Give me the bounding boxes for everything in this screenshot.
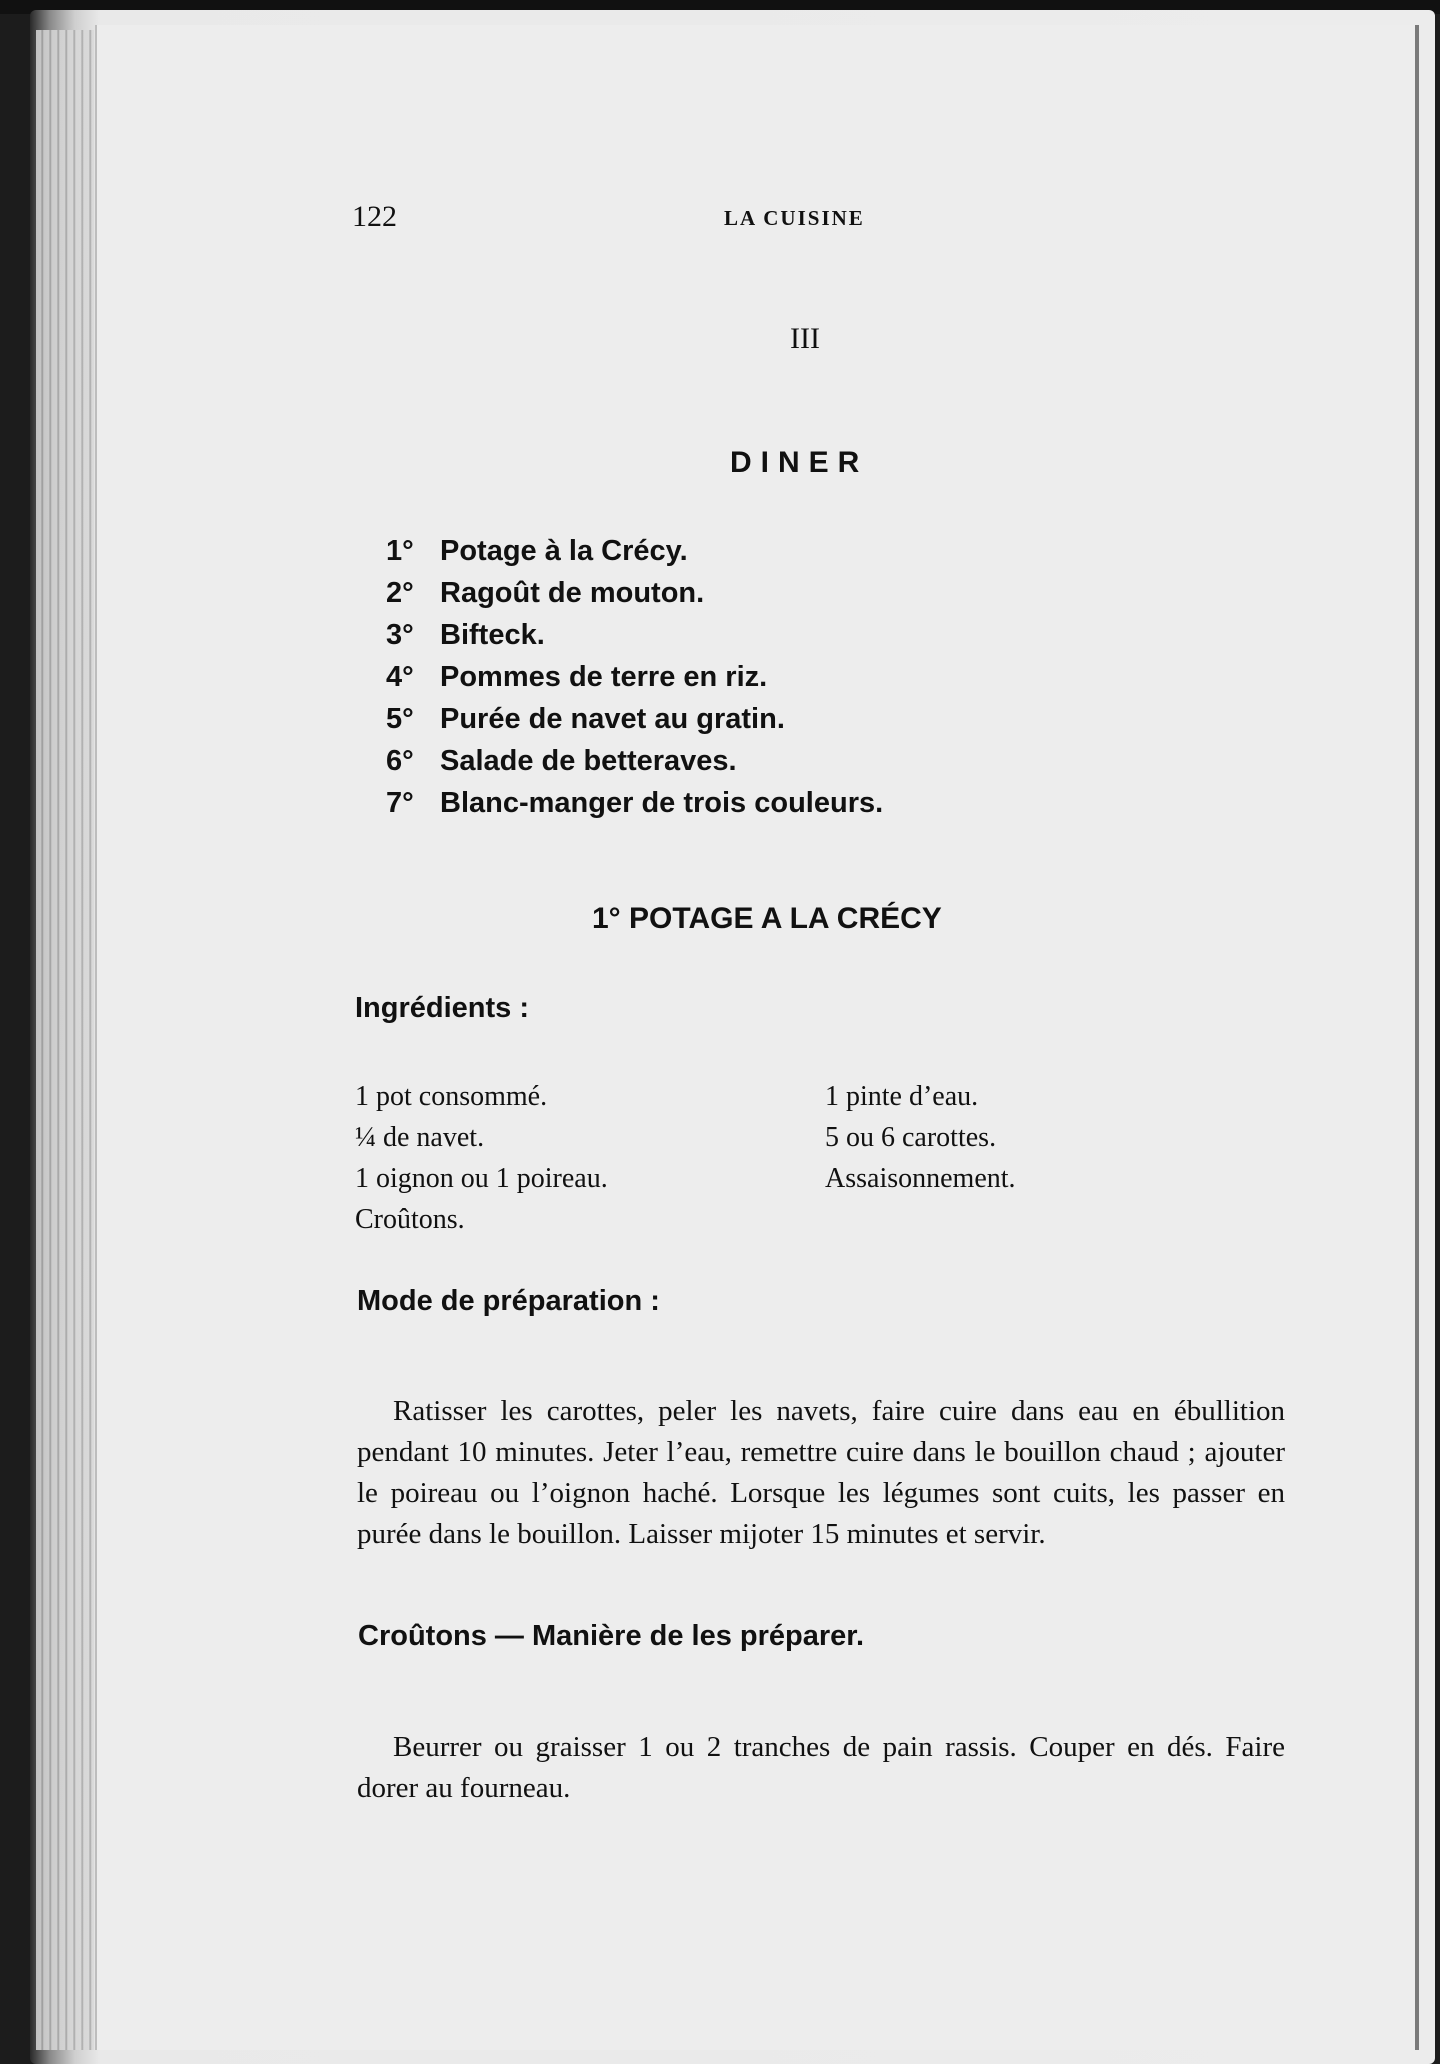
- menu-item-number: 3°: [386, 619, 414, 651]
- menu-item-label: Bifteck.: [440, 619, 545, 651]
- ingredient-item: 1 oignon ou 1 poireau.: [355, 1163, 608, 1194]
- menu-item-number: 2°: [386, 577, 414, 609]
- ingredients-column-left: [355, 1076, 608, 1240]
- menu-item-label: Ragoût de mouton.: [440, 577, 705, 609]
- menu-item: [386, 530, 883, 572]
- ingredients-list: [355, 1076, 1135, 1246]
- page-number: 122: [352, 200, 397, 233]
- menu-item-number: 6°: [386, 745, 414, 777]
- chapter-number: III: [790, 322, 820, 355]
- menu-item-label: Salade de betteraves.: [440, 745, 737, 777]
- croutons-paragraph: Beurrer ou graisser 1 ou 2 tranches de pain rassis. Couper en dés. Faire dorer au fourneau.: [357, 1731, 1285, 1804]
- menu-item-number: 1°: [386, 535, 414, 567]
- ingredient-item: 1 pinte d’eau.: [825, 1081, 979, 1112]
- menu-item: [386, 782, 883, 824]
- menu-item: [386, 656, 883, 698]
- menu-item-label: Potage à la Crécy.: [440, 535, 688, 567]
- menu-item-number: 7°: [386, 787, 414, 819]
- menu-item: [386, 572, 883, 614]
- ingredient-item: 1 pot consommé.: [355, 1081, 548, 1112]
- ingredient-item: Assaisonnement.: [825, 1163, 1016, 1194]
- ingredient-item: 5 ou 6 carottes.: [825, 1122, 997, 1153]
- ingredients-heading: Ingrédients :: [355, 992, 530, 1024]
- running-head: LA CUISINE: [724, 206, 865, 230]
- menu-title: DINER: [730, 446, 869, 479]
- croutons-heading: Croûtons — Manière de les préparer.: [358, 1620, 865, 1652]
- menu-item: [386, 614, 883, 656]
- menu-list: [386, 530, 883, 824]
- page-stack-edge: [36, 30, 94, 2050]
- menu-item-number: 5°: [386, 703, 414, 735]
- menu-item-label: Blanc-manger de trois couleurs.: [440, 787, 884, 819]
- menu-item-label: Purée de navet au gratin.: [440, 703, 785, 735]
- method-heading: Mode de préparation :: [357, 1285, 660, 1317]
- menu-item: [386, 740, 883, 782]
- menu-item: [386, 698, 883, 740]
- ingredient-item: Croûtons.: [355, 1204, 465, 1235]
- recipe-title: 1° POTAGE A LA CRÉCY: [592, 902, 942, 935]
- page-header: [352, 200, 912, 240]
- menu-item-number: 4°: [386, 661, 414, 693]
- ingredients-column-right: [825, 1076, 1016, 1199]
- ingredient-item: ¼ de navet.: [355, 1122, 485, 1153]
- menu-item-label: Pommes de terre en riz.: [440, 661, 768, 693]
- method-paragraph: Ratisser les carottes, peler les navets, faire cuire dans eau en ébullition pendant 10 minutes. Jeter l’eau, remettre cuire dans le bouillon chaud ; ajouter le poireau ou l’oignon haché. Lorsque les légumes sont cuits, les passer en purée dans le bouillon. Laisser mijoter 15 minutes et servir.: [357, 1395, 1285, 1550]
